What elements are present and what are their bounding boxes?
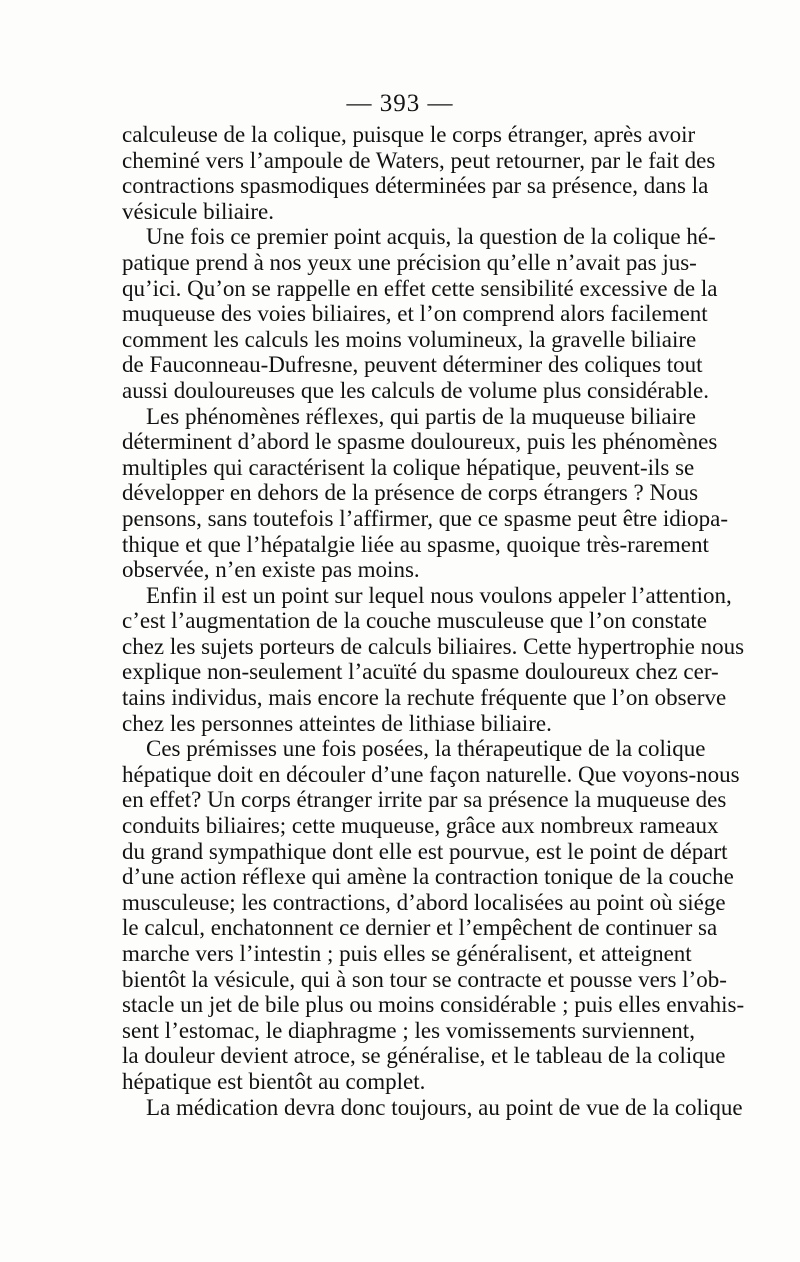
text-line: Enfin il est un point sur lequel nous voulons appeler l’attention,	[146, 582, 732, 608]
body-text	[122, 122, 745, 1120]
text-line: chez les sujets porteurs de calculs biliaires. Cette hypertrophie nous	[122, 633, 745, 659]
text-line: tains individus, mais encore la rechute fréquente que l’on observe	[122, 685, 727, 711]
text-line: patique prend à nos yeux une précision qu’elle n’avait pas jus-	[122, 249, 697, 275]
text-line: c’est l’augmentation de la couche musculeuse que l’on constate	[122, 608, 708, 634]
text-line: thique et que l’hépatalgie liée au spasme, quoique très-rarement	[122, 531, 709, 557]
text-line: de Fauconneau-Dufresne, peuvent déterminer des coliques tout	[122, 352, 703, 378]
page-number: — 393 —	[346, 90, 454, 117]
text-line: pensons, sans toutefois l’affirmer, que ce spasme peut être idiopa-	[122, 505, 729, 531]
text-line: comment les calculs les moins volumineux, la gravelle biliaire	[122, 326, 697, 352]
text-line: aussi douloureuses que les calculs de volume plus considérable.	[122, 377, 709, 403]
text-line: calculeuse de la colique, puisque le corps étranger, après avoir	[122, 122, 696, 147]
text-line: contractions spasmodiques déterminées par sa présence, dans la	[122, 173, 709, 199]
text-line: chez les personnes atteintes de lithiase biliaire.	[122, 710, 552, 736]
text-line: du grand sympathique dont elle est pourvue, est le point de départ	[122, 838, 728, 864]
text-line: en effet? Un corps étranger irrite par sa présence la muqueuse des	[122, 787, 727, 813]
text-line: développer en dehors de la présence de corps étrangers ? Nous	[122, 480, 699, 506]
text-line: stacle un jet de bile plus ou moins considérable ; puis elles envahis-	[122, 992, 745, 1018]
text-line: conduits biliaires; cette muqueuse, grâce aux nombreux rameaux	[122, 813, 719, 839]
text-line: d’une action réflexe qui amène la contraction tonique de la couche	[122, 864, 734, 890]
text-line: hépatique est bientôt au complet.	[122, 1068, 426, 1094]
text-line: muqueuse des voies biliaires, et l’on comprend alors facilement	[122, 301, 708, 327]
text-line: marche vers l’intestin ; puis elles se généralisent, et atteignent	[122, 941, 692, 966]
text-line: multiples qui caractérisent la colique hépatique, peuvent-ils se	[122, 454, 695, 480]
text-line: explique non-seulement l’acuïté du spasme douloureux chez cer-	[122, 659, 719, 685]
text-line: Les phénomènes réflexes, qui partis de la muqueuse biliaire	[146, 403, 696, 429]
text-line: observée, n’en existe pas moins.	[122, 557, 420, 583]
text-line: sent l’estomac, le diaphragme ; les vomissements surviennent,	[122, 1017, 695, 1043]
text-line: hépatique doit en découler d’une façon naturelle. Que voyons-nous	[122, 761, 740, 787]
text-line: cheminé vers l’ampoule de Waters, peut retourner, par le fait des	[122, 147, 716, 173]
text-line: qu’ici. Qu’on se rappelle en effet cette sensibilité excessive de la	[122, 275, 718, 301]
text-line: Ces prémisses une fois posées, la thérapeutique de la colique	[146, 736, 706, 762]
text-line: le calcul, enchatonnent ce dernier et l’empêchent de continuer sa	[122, 915, 718, 941]
text-line: musculeuse; les contractions, d’abord localisées au point où siége	[122, 889, 726, 915]
text-line: déterminent d’abord le spasme douloureux, puis les phénomènes	[122, 429, 718, 455]
text-line: La médication devra donc toujours, au point de vue de la colique	[146, 1094, 743, 1120]
text-line: vésicule biliaire.	[122, 198, 274, 224]
text-line: bientôt la vésicule, qui à son tour se contracte et pousse vers l’ob-	[122, 966, 727, 992]
text-line: la douleur devient atroce, se généralise, et le tableau de la colique	[122, 1043, 726, 1069]
text-line: Une fois ce premier point acquis, la question de la colique hé-	[146, 224, 716, 250]
